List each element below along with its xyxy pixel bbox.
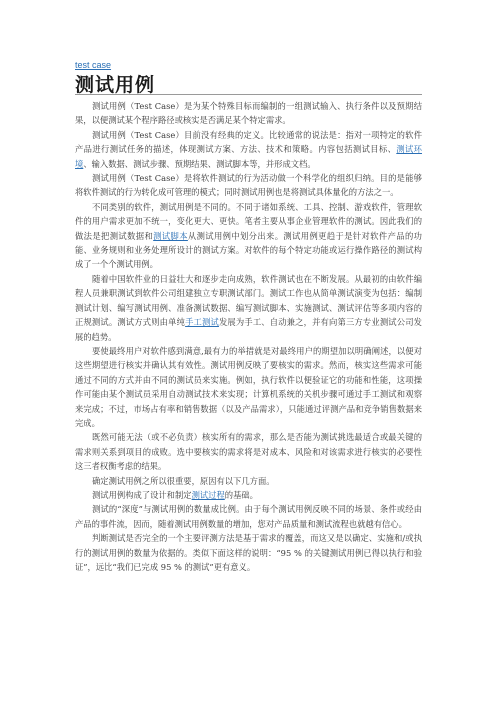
paragraph-text: 确定测试用例之所以很重要，原因有以下几方面。	[92, 475, 275, 486]
inline-link[interactable]: 测试脚本	[153, 230, 188, 241]
body-paragraph	[75, 430, 422, 473]
paragraph-text: 判断测试是否完全的一个主要评测方法是基于需求的覆盖，而这又是以确定、实施和/或执行的测试用例的数量为依据的。类似下面这样的说明：“95 % 的关键测试用例已得以执行和验证”，远比“我们已完成 95 % 的测试”更有意义。	[75, 533, 422, 572]
header-link[interactable]: test case	[75, 60, 112, 70]
inline-link[interactable]: 测试环境	[75, 144, 422, 169]
paragraph-text: 从测试用例中划分出来。测试用例更趋于是针对软件产品的功能、业务规则和业务处理所设计的测试方案。对软件的每个特定功能或运行操作路径的测试构成了一个个测试用例。	[75, 230, 422, 270]
paragraph-text: 的基础。	[224, 489, 258, 500]
title-divider	[75, 94, 422, 95]
paragraph-text: 要使最终用户对软件感到满意,最有力的举措就是对最终用户的期望加以明确阐述，以便对这些期望进行核实并确认其有效性。测试用例反映了要核实的需求。然而，核实这些需求可能通过不同的方式并由不同的测试员来实施。例如，执行软件以便验证它的功能和性能，这项操作可能由某个测试员采用自动测试技术来实现；计算机系统的关机步骤可通过手工测试和观察来完成；不过，市场占有率和销售数据（以及产品需求），只能通过评测产品和竞争销售数据来完成。	[75, 345, 422, 428]
body-paragraph	[75, 200, 422, 272]
paragraph-text: 随着中国软件业的日益壮大和逐步走向成熟，软件测试也在不断发展。从最初的由软件编程人员兼职测试到软件公司组建独立专职测试部门。测试工作也从简单测试演变为包括：编制测试计划、编写测试用例、准备测试数据、编写测试脚本、实施测试、测试评估等多项内容的正规测试。测试方式则由单纯	[75, 273, 422, 328]
paragraph-text: 测试用例（Test Case）是将软件测试的行为活动做一个科学化的组织归纳。目的是能够将软件测试的行为转化成可管理的模式；同时测试用例也是将测试具体量化的方法之一。	[75, 173, 422, 198]
body-paragraph	[75, 99, 422, 128]
body-paragraph	[75, 531, 422, 574]
body-paragraph	[75, 502, 422, 531]
paragraph-text: 、输入数据、测试步骤、预期结果、测试脚本等，并形成文档。	[83, 158, 316, 169]
paragraph-text: 不同类别的软件，测试用例是不同的。不同于诸如系统、工具、控制、游戏软件，管理软件的用户需求更加不统一，变化更大、更快。笔者主要从事企业管理软件的测试。因此我们的做法是把测试数据和	[75, 201, 422, 241]
paragraph-text: 发展为手工、自动兼之，并有向第三方专业测试公司发展的趋势。	[75, 317, 422, 342]
body-paragraph	[75, 128, 422, 171]
body-paragraph	[75, 474, 422, 488]
document-body	[75, 99, 422, 699]
inline-link[interactable]: 手工测试	[185, 317, 219, 328]
body-paragraph	[75, 272, 422, 344]
paragraph-text: 测试用例（Test Case）目前没有经典的定义。比较通常的说法是：指对一项特定的软件产品进行测试任务的描述，体现测试方案、方法、技术和策略。内容包括测试目标、	[75, 129, 422, 155]
body-paragraph	[75, 171, 422, 200]
paragraph-text: 测试的“深度”与测试用例的数量成比例。由于每个测试用例反映不同的场景、条件或经由产品的事件流，因而，随着测试用例数量的增加，您对产品质量和测试流程也就越有信心。	[75, 504, 422, 529]
body-paragraph	[75, 344, 422, 430]
page-title: 测试用例	[75, 74, 156, 96]
paragraph-text: 既然可能无法（或不必负责）核实所有的需求，那么是否能为测试挑选最适合或最关键的需求则关系到项目的成败。选中要核实的需求将是对成本、风险和对该需求进行核实的必要性这三者权衡考虑的结果。	[75, 432, 422, 472]
paragraph-text: 测试用例（Test Case）是为某个特殊目标而编制的一组测试输入、执行条件以及预期结果，以便测试某个程序路径或核实是否满足某个特定需求。	[75, 101, 422, 126]
body-paragraph	[75, 488, 422, 502]
paragraph-text: 测试用例构成了设计和制定	[92, 489, 192, 500]
inline-link[interactable]: 测试过程	[191, 489, 225, 500]
